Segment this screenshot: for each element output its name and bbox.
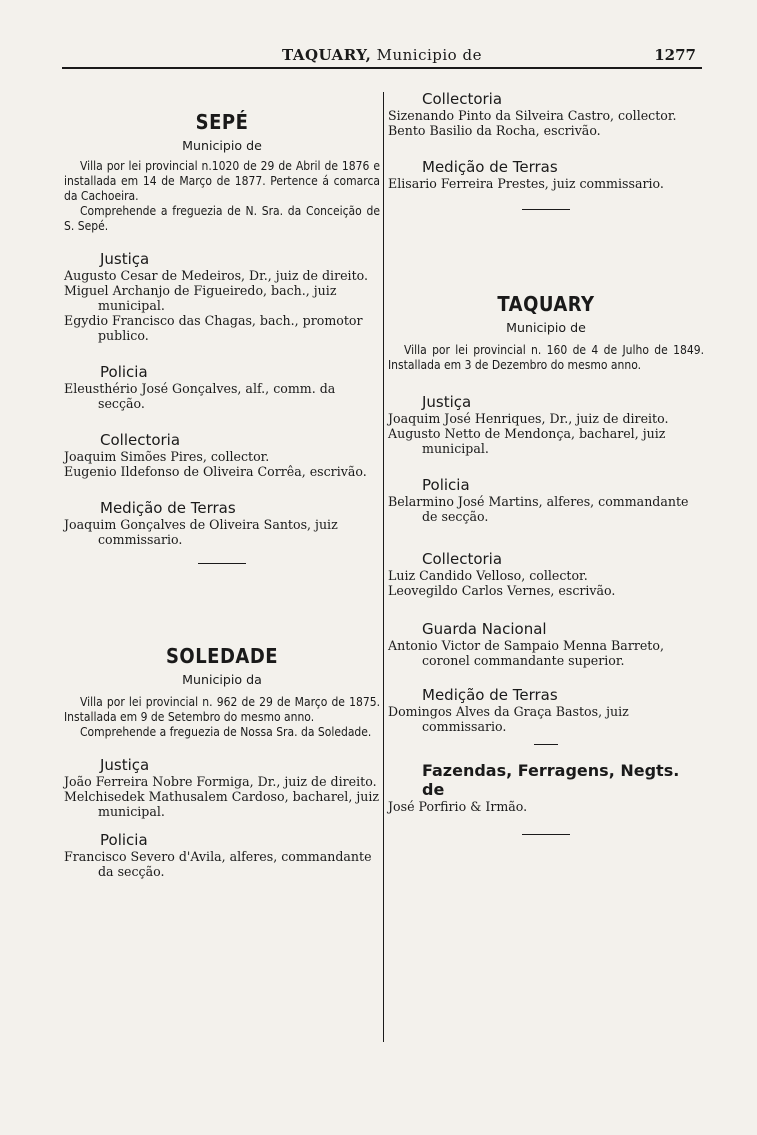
short-dash [534,744,558,745]
running-title-bold: TAQUARY, [282,46,372,64]
sepe-policia-heading: Policia [100,363,148,381]
running-title-rest: Municipio de [376,46,482,64]
soledade-policia-entry: Francisco Severo d'Avila, alferes, commandante da secção. [64,849,372,879]
taquary-justica-entry: Augusto Netto de Mendonça, bacharel, juiz municipal. [388,426,666,456]
sepe-policia-entry: Eleusthério José Gonçalves, alf., comm. da secção. [64,381,336,411]
taquary-subtitle: Municipio de [506,320,586,335]
cont-medicao-entry: Elisario Ferreira Prestes, juiz commissario. [388,176,664,191]
running-title [282,46,482,64]
sepe-justica-entry: Egydio Francisco das Chagas, bach., promotor publico. [64,313,363,343]
taquary-fazendas-entry: José Porfirio & Irmão. [388,799,528,814]
sepe-justica-entry: Miguel Archanjo de Figueiredo, bach., juiz municipal. [64,283,337,313]
sepe-collectoria-heading: Collectoria [100,431,181,449]
section-rule [522,834,570,835]
taquary-policia-entry: Belarmino José Martins, alferes, commandante de secção. [388,494,689,524]
sepe-medicao-entry: Joaquim Gonçalves de Oliveira Santos, juiz commissario. [64,517,338,547]
cont-medicao-heading: Medição de Terras [422,158,558,176]
taquary-collectoria-entry: Luiz Candido Velloso, collector. [388,568,588,583]
cont-collectoria-entry: Sizenando Pinto da Silveira Castro, collector. [388,108,677,123]
soledade-para1: Villa por lei provincial n. 962 de 29 de Março de 1875. Installada em 9 de Setembro do mesmo anno. [64,695,380,724]
cont-collectoria-entry: Bento Basilio da Rocha, escrivão. [388,123,601,138]
taquary-justica-entry: Joaquim José Henriques, Dr., juiz de direito. [388,411,669,426]
taquary-fazendas-heading: Fazendas, Ferragens, Negts. de [422,761,680,799]
header-rule [62,67,702,69]
taquary-collectoria-heading: Collectoria [422,550,503,568]
taquary-collectoria-entry: Leovegildo Carlos Vernes, escrivão. [388,583,616,598]
soledade-policia-heading: Policia [100,831,148,849]
sepe-justica-heading: Justiça [100,250,150,268]
sepe-title: SEPÉ [195,110,249,134]
soledade-para2: Comprehende a freguezia de Nossa Sra. da Soledade. [80,725,372,739]
taquary-para1: Villa por lei provincial n. 160 de 4 de Julho de 1849. Installada em 3 de Dezembro do mesmo anno. [388,343,704,372]
sepe-para2: Comprehende a freguezia de N. Sra. da Conceição de S. Sepé. [64,204,380,233]
taquary-justica-heading: Justiça [422,393,472,411]
cont-collectoria-heading: Collectoria [422,90,503,108]
soledade-subtitle: Municipio da [182,672,262,687]
sepe-subtitle: Municipio de [182,138,262,153]
left-column [64,90,380,879]
taquary-policia-heading: Policia [422,476,470,494]
page-number: 1277 [654,46,696,64]
taquary-title: TAQUARY [497,292,595,316]
taquary-medicao-heading: Medição de Terras [422,686,558,704]
sepe-justica-entry: Augusto Cesar de Medeiros, Dr., juiz de direito. [64,268,369,283]
running-header [62,46,702,68]
soledade-justica-entry: Melchisedek Mathusalem Cardoso, bacharel, juiz municipal. [64,789,380,819]
column-divider [383,92,384,1042]
sepe-collectoria-entry: Joaquim Simões Pires, collector. [64,449,270,464]
taquary-guarda-entry: Antonio Victor de Sampaio Menna Barreto, coronel commandante superior. [388,638,664,668]
soledade-justica-entry: João Ferreira Nobre Formiga, Dr., juiz de direito. [64,774,377,789]
sepe-collectoria-entry: Eugenio Ildefonso de Oliveira Corrêa, escrivão. [64,464,367,479]
right-column [388,90,704,835]
sepe-medicao-heading: Medição de Terras [100,499,236,517]
soledade-justica-heading: Justiça [100,756,150,774]
taquary-guarda-heading: Guarda Nacional [422,620,547,638]
soledade-title: SOLEDADE [165,644,279,668]
taquary-medicao-entry: Domingos Alves da Graça Bastos, juiz commissario. [388,704,629,734]
sepe-para1: Villa por lei provincial n.1020 de 29 de Abril de 1876 e installada em 14 de Março de 1877. Pertence á comarca da Cachoeira. [64,159,380,203]
